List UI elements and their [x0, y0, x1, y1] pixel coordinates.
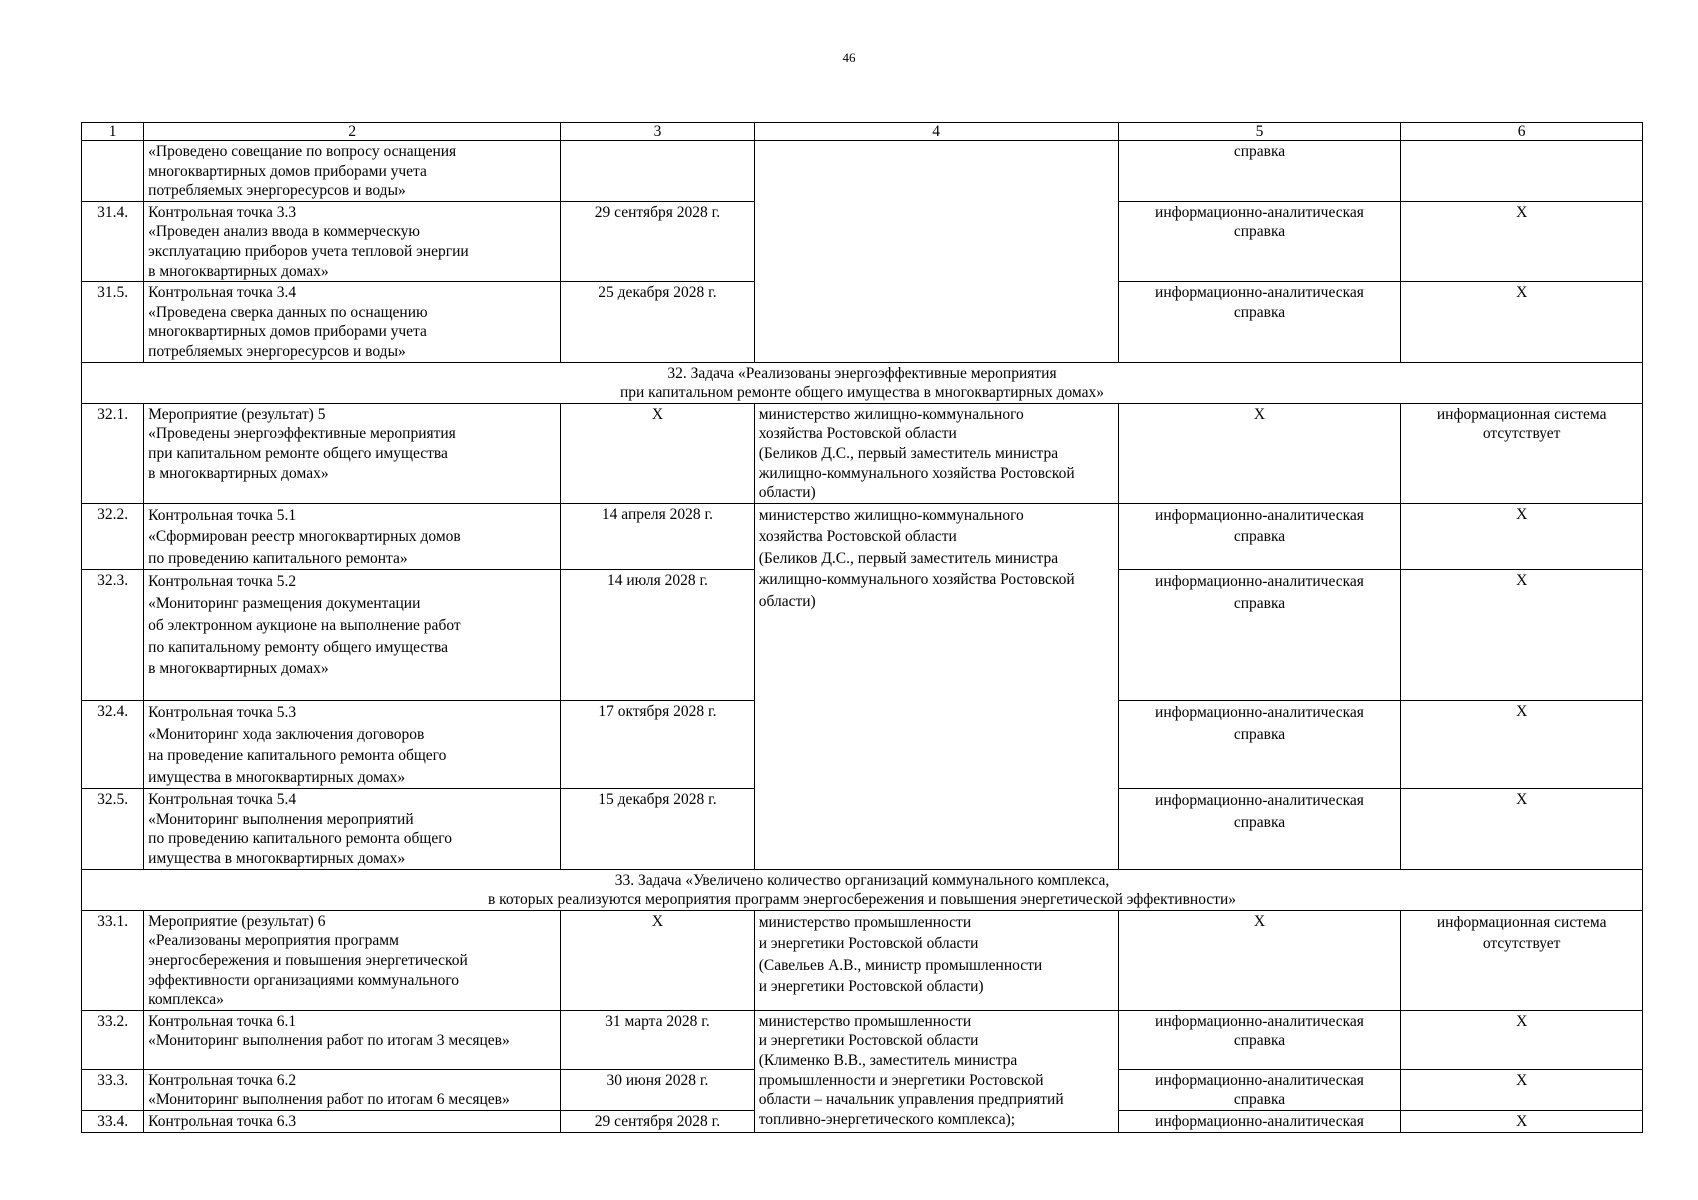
row-info-system: X: [1401, 1069, 1643, 1110]
table-row: [82, 503, 1643, 570]
row-document: информационно-аналитическая справка: [1118, 701, 1401, 789]
row-description: Контрольная точка 6.2 «Мониторинг выполнения работ по итогам 6 месяцев»: [144, 1069, 561, 1110]
row-document: информационно-аналитическая справка: [1118, 1010, 1401, 1069]
row-number: 32.1.: [82, 403, 144, 503]
task-row: [82, 362, 1643, 403]
row-date: 31 марта 2028 г.: [561, 1010, 754, 1069]
row-date: 30 июня 2028 г.: [561, 1069, 754, 1110]
row-date: 29 сентября 2028 г.: [561, 201, 754, 281]
column-number: 3: [561, 123, 754, 141]
plan-table: [81, 122, 1643, 1133]
row-info-system: X: [1401, 1010, 1643, 1069]
row-number: 33.4.: [82, 1110, 144, 1132]
table-row: [82, 403, 1643, 503]
row-number: 33.3.: [82, 1069, 144, 1110]
row-document: информационно-аналитическая справка: [1118, 789, 1401, 869]
row-document: информационно-аналитическая справка: [1118, 282, 1401, 362]
row-document: информационно-аналитическая справка: [1118, 503, 1401, 570]
row-description: Контрольная точка 6.1 «Мониторинг выполнения работ по итогам 3 месяцев»: [144, 1010, 561, 1069]
row-document: X: [1118, 910, 1401, 1010]
table-row: [82, 910, 1643, 1010]
row-document: информационно-аналитическая справка: [1118, 201, 1401, 281]
row-document: информационно-аналитическая справка: [1118, 1069, 1401, 1110]
row-date: X: [561, 910, 754, 1010]
table-row: [82, 141, 1643, 202]
row-description: Контрольная точка 5.3 «Мониторинг хода заключения договоров на проведение капитального ремонта общего имущества в многоквартирных домах»: [144, 701, 561, 789]
row-number: 32.5.: [82, 789, 144, 869]
column-number: 1: [82, 123, 144, 141]
row-date: X: [561, 403, 754, 503]
row-responsible: [754, 141, 1118, 363]
row-date: 25 декабря 2028 г.: [561, 282, 754, 362]
row-description: Контрольная точка 3.4 «Проведена сверка данных по оснащению многоквартирных домов приборами учета потребляемых энергоресурсов и воды»: [144, 282, 561, 362]
row-info-system: X: [1401, 1110, 1643, 1132]
row-description: «Проведено совещание по вопросу оснащения многоквартирных домов приборами учета потребляемых энергоресурсов и воды»: [144, 141, 561, 202]
column-number: 6: [1401, 123, 1643, 141]
row-number: 31.4.: [82, 201, 144, 281]
row-number: 33.1.: [82, 910, 144, 1010]
row-document: информационно-аналитическая: [1118, 1110, 1401, 1132]
row-description: Мероприятие (результат) 5 «Проведены энергоэффективные мероприятия при капитальном ремонте общего имущества в многоквартирных домах»: [144, 403, 561, 503]
row-number: 32.3.: [82, 570, 144, 701]
row-date: 17 октября 2028 г.: [561, 701, 754, 789]
row-info-system: информационная система отсутствует: [1401, 403, 1643, 503]
row-responsible: министерство жилищно-коммунального хозяйства Ростовской области (Беликов Д.С., первый заместитель министра жилищно-коммунального хозяйства Ростовской области): [754, 503, 1118, 869]
row-number: 32.4.: [82, 701, 144, 789]
column-number-row: [82, 123, 1643, 141]
column-number: 4: [754, 123, 1118, 141]
column-number: 2: [144, 123, 561, 141]
row-date: 15 декабря 2028 г.: [561, 789, 754, 869]
table-row: [82, 1010, 1643, 1069]
row-document: справка: [1118, 141, 1401, 202]
row-number: 33.2.: [82, 1010, 144, 1069]
page-number: 46: [842, 50, 856, 65]
row-info-system: информационная система отсутствует: [1401, 910, 1643, 1010]
row-description: Контрольная точка 5.1 «Сформирован реестр многоквартирных домов по проведению капитального ремонта»: [144, 503, 561, 570]
row-date: 14 июля 2028 г.: [561, 570, 754, 701]
row-document: X: [1118, 403, 1401, 503]
row-date: [561, 141, 754, 202]
row-info-system: X: [1401, 282, 1643, 362]
row-info-system: X: [1401, 503, 1643, 570]
row-info-system: X: [1401, 701, 1643, 789]
row-description: Мероприятие (результат) 6 «Реализованы мероприятия программ энергосбережения и повышения энергетической эффективности организациями коммунального комплекса»: [144, 910, 561, 1010]
row-responsible: министерство промышленности и энергетики Ростовской области (Савельев А.В., министр промышленности и энергетики Ростовской области): [754, 910, 1118, 1010]
row-description: Контрольная точка 5.4 «Мониторинг выполнения мероприятий по проведению капитального ремонта общего имущества в многоквартирных домах»: [144, 789, 561, 869]
row-description: Контрольная точка 3.3 «Проведен анализ ввода в коммерческую эксплуатацию приборов учета тепловой энергии в многоквартирных домах»: [144, 201, 561, 281]
row-responsible: министерство промышленности и энергетики Ростовской области (Клименко В.В., заместитель министра промышленности и энергетики Ростовской области – начальник управления предприятий топливно-энергетического комплекса);: [754, 1010, 1118, 1132]
row-info-system: X: [1401, 201, 1643, 281]
row-info-system: [1401, 141, 1643, 202]
row-info-system: X: [1401, 570, 1643, 701]
task-row: [82, 869, 1643, 910]
row-responsible: министерство жилищно-коммунального хозяйства Ростовской области (Беликов Д.С., первый заместитель министра жилищно-коммунального хозяйства Ростовской области): [754, 403, 1118, 503]
row-info-system: X: [1401, 789, 1643, 869]
row-number: 31.5.: [82, 282, 144, 362]
row-description: Контрольная точка 6.3: [144, 1110, 561, 1132]
task-heading: 32. Задача «Реализованы энергоэффективные мероприятия при капитальном ремонте общего имущества в многоквартирных домах»: [82, 362, 1643, 403]
row-number: 32.2.: [82, 503, 144, 570]
row-date: 29 сентября 2028 г.: [561, 1110, 754, 1132]
row-date: 14 апреля 2028 г.: [561, 503, 754, 570]
column-number: 5: [1118, 123, 1401, 141]
row-description: Контрольная точка 5.2 «Мониторинг размещения документации об электронном аукционе на выполнение работ по капитальному ремонту общего имущества в многоквартирных домах»: [144, 570, 561, 701]
row-number: [82, 141, 144, 202]
row-document: информационно-аналитическая справка: [1118, 570, 1401, 701]
task-heading: 33. Задача «Увеличено количество организаций коммунального комплекса, в которых реализуются мероприятия программ энергосбережения и повышения энергетической эффективности»: [82, 869, 1643, 910]
